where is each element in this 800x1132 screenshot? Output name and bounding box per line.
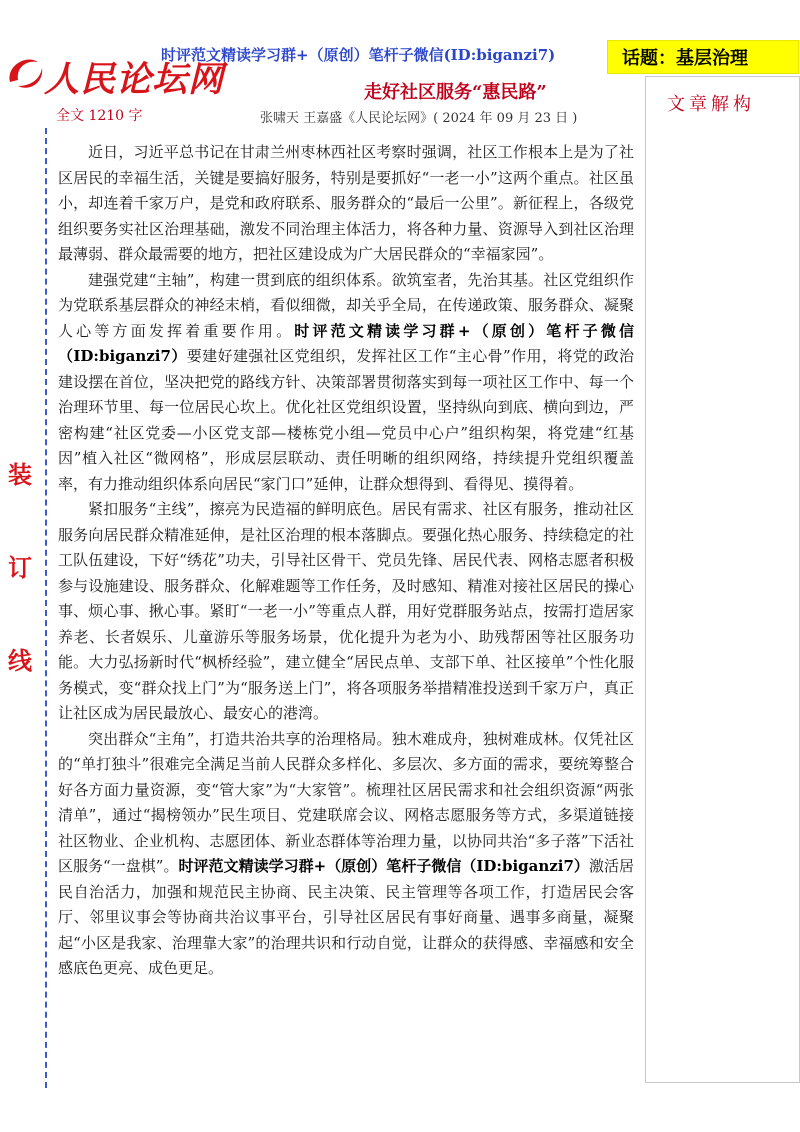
paragraph-text: 近日，习近平总书记在甘肃兰州枣林西社区考察时强调，社区工作根本上是为了社区居民的幸福生活，关键是要搞好服务，特别是要抓好“一老一小”这两个重点。社区虽小，却连着千家万户，是党和政府联系、服务群众的“最后一公里”。新征程上，各级党组织要务实社区治理基础，激发不同治理主体活力，将各种力量、资源导入到社区治理最薄弱、群众最需要的地方，把社区建设成为广大居民群众的“幸福家园”。 [58, 143, 634, 263]
paragraph-text: 激活居民自治活力，加强和规范民主协商、民主决策、民主管理等各项工作，打造居民会客厅、邻里议事会等协商共治议事平台，引导社区居民有事好商量、遇事多商量，凝聚起“小区是我家、治理靠大家”的治理共识和行动自觉，让群众的获得感、幸福感和安全感底色更亮、成色更足。 [58, 857, 634, 977]
topic-badge [607, 40, 799, 74]
logo-text: 人民论坛网 [44, 59, 225, 100]
paragraph-text: 建强党建“主轴”，构建一贯到底的组织体系。欲筑室者，先治其基。社区党组织作为党联系基层群众的神经末梢，看似细微，却关乎全局，在传递政策、服务群众、凝聚人心等方面发挥着重要作用。 [58, 270, 634, 340]
article-title: 走好社区服务“惠民路” [364, 82, 547, 103]
article-byline: 张啸天 王嘉盛《人民论坛网》( 2024 年 09 月 23 日 ) [260, 111, 578, 126]
word-count: 全文 1210 字 [56, 108, 143, 124]
analysis-panel-left-border [645, 76, 646, 1082]
topic-label: 话题：基层治理 [622, 48, 748, 69]
paragraph-text: 紧扣服务“主线”，擦亮为民造福的鲜明底色。居民有需求、社区有服务，推动社区服务向居民群众精准延伸，是社区治理的根本落脚点。要强化热心服务、持续稳定的社工队伍建设，下好“绣花”功夫，引导社区骨干、党员先锋、居民代表、网格志愿者积极参与设施建设、服务群众、化解难题等工作任务，及时感知、精准对接社区居民的操心事、烦心事、揪心事。紧盯“一老一小”等重点人群，用好党群服务站点，按需打造居家养老、长者娱乐、儿童游乐等服务场景，优化提升为老为小、助残帮困等社区服务功能。大力弘扬新时代“枫桥经验”，建立健全“居民点单、支部下单、社区接单”个性化服务模式，变“群众找上门”为“服务送上门”，将各项服务举措精准投送到千家万户，真正让社区成为居民最放心、最安心的港湾。 [58, 500, 634, 722]
body-paragraph [58, 268, 634, 498]
body-paragraph [58, 727, 634, 982]
paragraph-text: 要建好建强社区党组织，发挥社区工作“主心骨”作用，将党的政治建设摆在首位，坚决把党的路线方针、决策部署贯彻落实到每一项社区工作中、每一个治理环节里、每一位居民心坎上。优化社区党组织设置，坚持纵向到底、横向到边，严密构建“社区党委—小区党支部—楼栋党小组—党员中心户”组织构架，将党建“红基因”植入社区“微网格”，形成层层联动、责任明晰的组织网络，持续提升党组织覆盖率，有力推动组织体系向居民“家门口”延伸，让群众想得到、看得见、摸得着。 [58, 347, 634, 493]
logo-swoosh-icon [4, 52, 48, 96]
article-body [58, 140, 634, 982]
binding-char-2: 订 [8, 553, 32, 582]
analysis-label: 文章解构 [667, 94, 755, 115]
analysis-panel-top-border [645, 76, 800, 77]
analysis-panel-bottom-border [645, 1082, 800, 1083]
watermark-inline-bold: 时评范文精读学习群+（原创）笔杆子微信（ID:biganzi7） [58, 321, 634, 365]
body-paragraph [58, 140, 634, 268]
paragraph-text: 突出群众“主角”，打造共治共享的治理格局。独木难成舟，独树难成林。仅凭社区的“单打独斗”很难完全满足当前人民群众多样化、多层次、多方面的需求，要统筹整合好各方面力量资源，变“管大家”为“大家管”。梳理社区居民需求和社会组织资源“两张清单”，通过“揭榜领办”民生项目、党建联席会议、网格志愿服务等方式，多渠道链接社区物业、企业机构、志愿团体、新业态群体等治理力量，以协同共治“多子落”下活社区服务“一盘棋”。 [58, 729, 634, 875]
binding-dashed-line [45, 128, 47, 1088]
body-paragraph [58, 497, 634, 727]
header-source-line: 时评范文精读学习群+（原创）笔杆子微信(ID:biganzi7) [161, 46, 556, 64]
binding-char-3: 线 [8, 646, 32, 675]
binding-char-1: 装 [8, 460, 32, 489]
watermark-inline-bold: 时评范文精读学习群+（原创）笔杆子微信（ID:biganzi7） [178, 857, 589, 875]
